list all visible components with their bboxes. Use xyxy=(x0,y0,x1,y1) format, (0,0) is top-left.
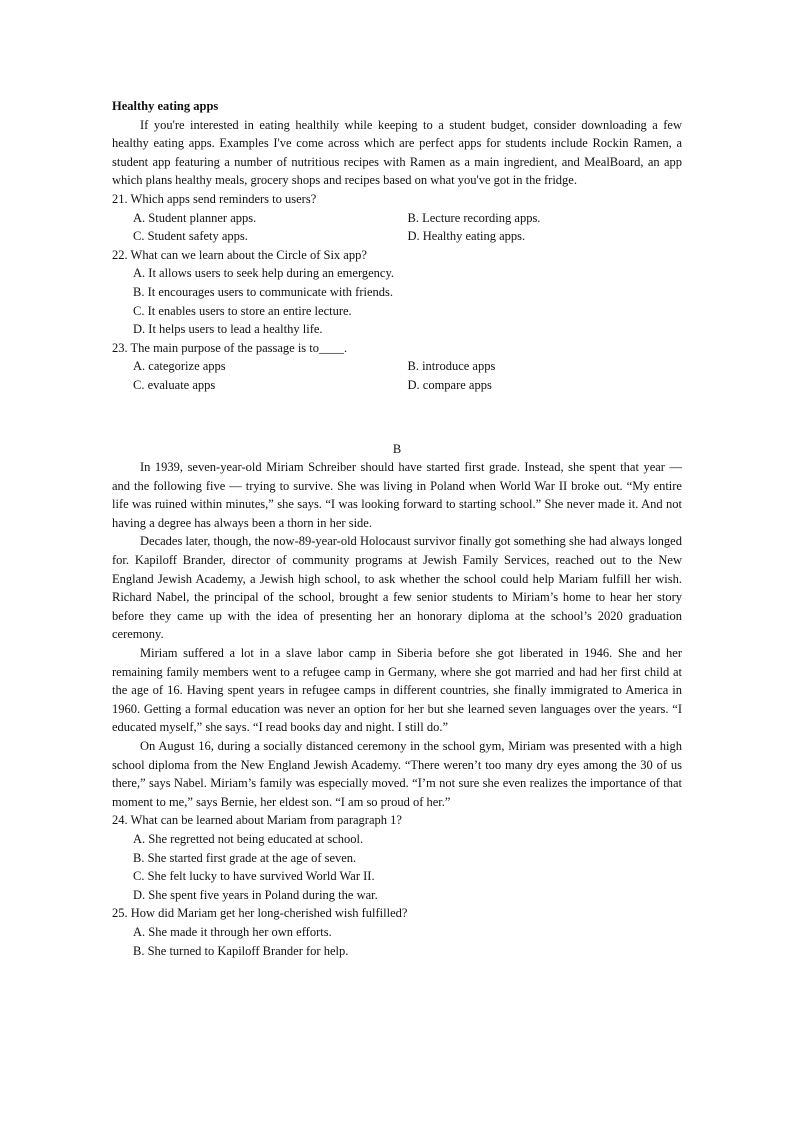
q21-option-a: A. Student planner apps. xyxy=(133,210,257,225)
question-25: 25. How did Mariam get her long-cherished wish fulfilled? xyxy=(112,906,408,921)
section-b-paragraph-3: Miriam suffered a lot in a slave labor camp in Siberia before she got liberated in 1946. She and her remaining family members went to a refugee camp in Germany, where she got married and had her first child at the age of 16. Having spent years in refugee camps in different countries, she finally immigrated to America in 1960. Getting a formal education was never an option for her but she learned seven languages over the years. “I educated myself,” she says. “I read books day and night. I still do.” xyxy=(112,646,682,735)
section-b-paragraph-2: Decades later, though, the now-89-year-old Holocaust survivor finally got something she had always longed for. Kapiloff Brander, director of community programs at Jewish Family Services, reached out to the New England Jewish Academy, a Jewish high school, to ask whether the school could help Mariam fulfill her wish. Richard Nabel, the principal of the school, brought a few senior students to Miriam’s home to hear her story before they came up with the idea of presenting her an honorary diploma at the school’s 2020 graduation ceremony. xyxy=(112,534,682,642)
section-b-title: B xyxy=(392,441,402,456)
q24-option-b: B. She started first grade at the age of seven. xyxy=(133,850,357,865)
section-a-heading: Healthy eating apps xyxy=(112,99,219,113)
section-b-paragraph-1: In 1939, seven-year-old Miriam Schreiber should have started first grade. Instead, she spent that year — and the following five — trying to survive. She was living in Poland when World War II broke out. “My entire life was ruined within minutes,” she says. “I was looking forward to starting school.” She never made it. And not having a degree has always been a thorn in her side. xyxy=(112,460,682,530)
section-a-paragraph: If you're interested in eating healthily while keeping to a student budget, consider downloading a few healthy eating apps. Examples I've come across which are perfect apps for students include Rockin Ramen, a student app featuring a number of nutritious recipes with Ramen as a main ingredient, and MealBoard, an app which plans healthy meals, grocery shops and recipes based on what you've got in the fridge. xyxy=(112,117,682,188)
q21-option-c: C. Student safety apps. xyxy=(133,229,248,244)
q21-option-d: D. Healthy eating apps. xyxy=(407,229,526,244)
q21-options-row-2 xyxy=(112,227,682,246)
question-21: 21. Which apps send reminders to users? xyxy=(112,191,317,206)
question-24: 24. What can be learned about Mariam from paragraph 1? xyxy=(112,813,402,828)
q22-option-c: C. It enables users to store an entire lecture. xyxy=(133,303,352,318)
question-22: 22. What can we learn about the Circle of Six app? xyxy=(112,247,367,262)
q22-option-b: B. It encourages users to communicate with friends. xyxy=(133,284,393,299)
q21-options-row-1 xyxy=(112,209,682,228)
q23-option-c: C. evaluate apps xyxy=(133,377,216,392)
q22-option-a: A. It allows users to seek help during an emergency. xyxy=(133,266,395,281)
q24-option-a: A. She regretted not being educated at school. xyxy=(133,831,364,846)
q24-option-c: C. She felt lucky to have survived World War II. xyxy=(133,869,375,884)
q24-option-d: D. She spent five years in Poland during the war. xyxy=(133,887,378,902)
question-23: 23. The main purpose of the passage is to____. xyxy=(112,340,348,355)
document-page xyxy=(112,97,682,960)
q25-option-b: B. She turned to Kapiloff Brander for help. xyxy=(133,943,349,958)
q23-option-d: D. compare apps xyxy=(407,377,492,392)
q21-option-b: B. Lecture recording apps. xyxy=(407,210,541,225)
q23-option-a: A. categorize apps xyxy=(133,359,226,374)
q23-options-row-2 xyxy=(112,376,682,395)
q22-option-d: D. It helps users to lead a healthy life. xyxy=(133,322,323,337)
q25-option-a: A. She made it through her own efforts. xyxy=(133,924,332,939)
q23-option-b: B. introduce apps xyxy=(407,359,496,374)
q23-options-row-1 xyxy=(112,357,682,376)
section-b-paragraph-4: On August 16, during a socially distanced ceremony in the school gym, Miriam was presented with a high school diploma from the New England Jewish Academy. “There weren’t too many dry eyes among the 30 of us there,” says Nabel. Miriam’s family was especially moved. “I’m not sure she even realizes the importance of that moment to me,” says Bernie, her eldest son. “I am so proud of her.” xyxy=(112,739,682,809)
